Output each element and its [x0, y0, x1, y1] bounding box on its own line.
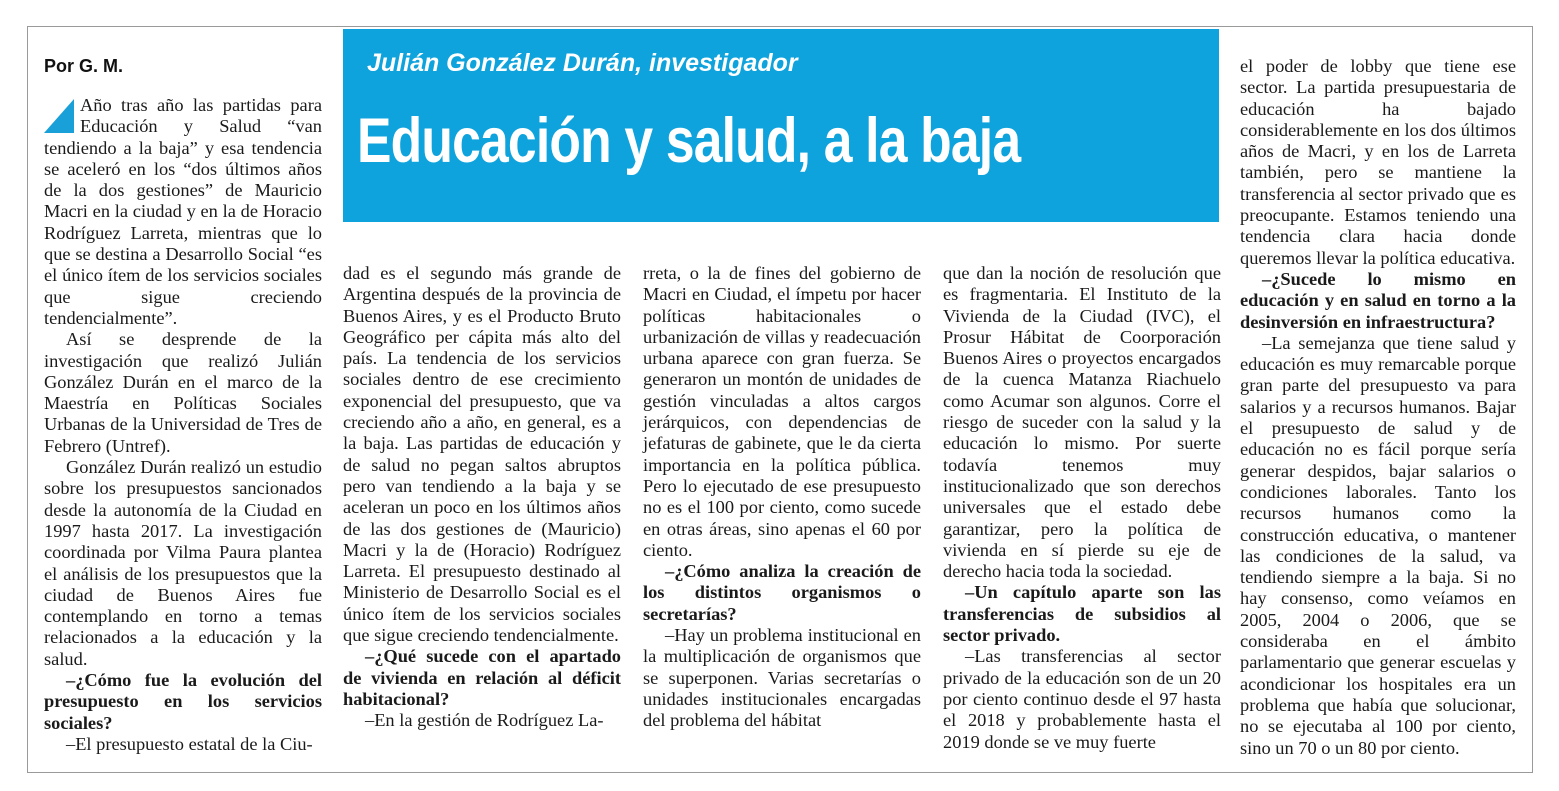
question: –¿Qué sucede con el apartado de vivienda en relación al déficit habitacional? — [343, 646, 621, 709]
interviewee-kicker: Julián González Durán, investigador — [367, 49, 798, 77]
paragraph: –Hay un problema institucional en la multiplicación de organismos que se superponen. Varias secretarías o unidades institucionales encargadas del problema del hábitat — [643, 625, 921, 731]
question: –Un capítulo aparte son las transferencias de subsidios al sector privado. — [943, 582, 1221, 646]
paragraph: –En la gestión de Rodríguez La- — [365, 710, 604, 731]
paragraph: que dan la noción de resolución que es fragmentaria. El Instituto de la Vivienda de la Ciudad (IVC), el Prosur Hábitat de Coorporación Buenos Aires o proyectos encargados de la cuenca Matanza Riachuelo como Acumar son algunos. Corre el riesgo de suceder con la salud y la educación lo mismo. Por suerte todavía tenemos muy institucionalizado que son derechos universales que el estado debe garantizar, pero la política de vivienda en sí pierde su eje de derecho hacia toda la sociedad. — [943, 263, 1221, 582]
headline-banner — [343, 29, 1219, 222]
paragraph: –La semejanza que tiene salud y educación es muy remarcable porque gran parte del presupuesto va para salarios y a recursos humanos. Bajar el presupuesto de salud y de educación no es fácil porque sería generar despidos, bajar salarios o condiciones laborales. Tanto los recursos humanos como la construcción educativa, o mantener las condiciones de la salud, va tendiendo siempre a la baja. Si no hay consenso, como veíamos en 2005, 2004 o 2006, que se consideraba en el ámbito parlamentario que generar escuelas y acondicionar los hospitales era un problema que había que solucionar, no se ejecutaba al 100 por ciento, sino un 70 o un 80 por ciento. — [1240, 332, 1516, 758]
column-1 — [44, 95, 322, 755]
paragraph: González Durán realizó un estudio sobre los presupuestos sancionados desde la autonomía de la Ciudad en 1997 hasta 2017. La investigación coordinada por Vilma Paura plantea el análisis de los presupuestos que la ciudad de Buenos Aires fue contemplando en torno a temas relacionados a la educación y la salud. — [44, 457, 322, 669]
paragraph: dad es el segundo más grande de Argentina después de la provincia de Buenos Aires, y es el Producto Bruto Geográfico per cápita más alto del país. La tendencia de los servicios sociales dentro de ese crecimiento exponencial del presupuesto, que va creciendo año a año, en general, es a la baja. Las partidas de educación y de salud no pegan saltos abruptos pero van tendiendo a la baja y se aceleran un poco en los últimos años de las dos gestiones de (Mauricio) Macri y la de (Horacio) Rodríguez Larreta. El presupuesto destinado al Ministerio de Desarrollo Social es el único ítem de los servicios sociales que sigue creciendo tendencialmente. — [343, 263, 621, 646]
paragraph: –El presupuesto estatal de la Ciu- — [66, 733, 313, 754]
question: –¿Sucede lo mismo en educación y en salud en torno a la desinversión en infraestructura? — [1240, 268, 1516, 332]
column-4 — [943, 263, 1221, 753]
blue-triangle-icon — [44, 99, 74, 133]
headline: Educación y salud, a la baja — [357, 106, 1021, 176]
byline: Por G. M. — [44, 56, 124, 76]
paragraph: Así se desprende de la investigación que realizó Julián González Durán en el marco de la Maestría en Políticas Sociales Urbanas de la Universidad de Tres de Febrero (Untref). — [44, 329, 322, 456]
paragraph: el poder de lobby que tiene ese sector. La partida presupuestaria de educación ha bajado considerablemente en los dos últimos años de Macri, y en los de Larreta también, pero se mantiene la transferencia al sector privado que es preocupante. Estamos teniendo una tendencia clara hacia donde queremos llevar la política educativa. — [1240, 56, 1516, 268]
column-2 — [343, 263, 621, 732]
column-5 — [1240, 56, 1516, 759]
paragraph: Año tras año las partidas para Educación y Salud “van tendiendo a la baja” y esa tendencia se aceleró en los “dos últimos años de la dos gestiones” de Mauricio Macri en la ciudad y en la de Horacio Rodríguez Larreta, mientras que lo que se destina a Desarrollo Social “es el único ítem de los servicios sociales que sigue creciendo tendencialmente”. — [44, 95, 322, 328]
paragraph: –Las transferencias al sector privado de la educación son de un 20 por ciento continuo desde el 97 hasta el 2018 y probablemente hasta el 2019 donde se ve muy fuerte — [943, 646, 1221, 752]
column-3 — [643, 263, 921, 732]
question: –¿Cómo fue la evolución del presupuesto en los servicios sociales? — [44, 670, 322, 733]
paragraph: rreta, o la de fines del gobierno de Macri en Ciudad, el ímpetu por hacer políticas habitacionales o urbanización de villas y readecuación urbana aparece con gran fuerza. Se generaron un montón de unidades de gestión vinculadas a altos cargos jerárquicos, con dependencias de jefaturas de gabinete, que le da cierta importancia en la política pública. Pero lo ejecutado de ese presupuesto no es el 100 por ciento, como sucede en otras áreas, sino apenas el 60 por ciento. — [643, 263, 921, 560]
question: –¿Cómo analiza la creación de los distintos organismos o secretarías? — [643, 561, 921, 624]
